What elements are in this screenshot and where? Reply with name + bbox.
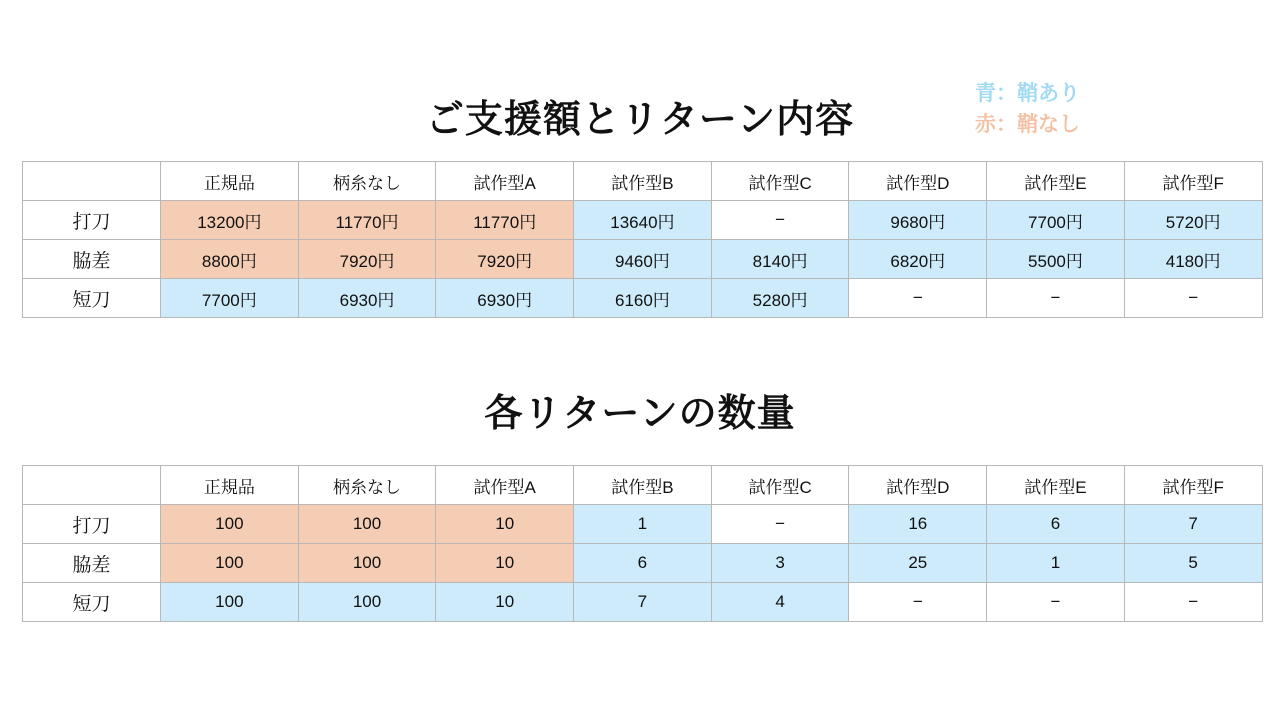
table-cell: 10 xyxy=(436,505,574,544)
section1-table-wrap xyxy=(22,161,1262,318)
column-header: 試作型F xyxy=(1124,466,1262,505)
table-corner-cell xyxy=(23,162,161,201)
table-cell: 6930円 xyxy=(298,279,436,318)
table-cell: − xyxy=(849,279,987,318)
table-cell: 100 xyxy=(161,583,299,622)
table-row xyxy=(23,279,1263,318)
table-cell: 6930円 xyxy=(436,279,574,318)
row-header: 脇差 xyxy=(23,544,161,583)
table-cell: − xyxy=(711,201,849,240)
row-header: 短刀 xyxy=(23,583,161,622)
table-cell: 10 xyxy=(436,544,574,583)
table-row xyxy=(23,583,1263,622)
table-cell: 6160円 xyxy=(574,279,712,318)
column-header: 試作型F xyxy=(1124,162,1262,201)
table-corner-cell xyxy=(23,466,161,505)
table-cell: 6 xyxy=(574,544,712,583)
table-cell: 7 xyxy=(1124,505,1262,544)
column-header: 試作型C xyxy=(711,466,849,505)
support-amount-table xyxy=(22,161,1263,318)
column-header: 正規品 xyxy=(161,466,299,505)
table-cell: 100 xyxy=(161,544,299,583)
table-cell: 13640円 xyxy=(574,201,712,240)
legend-blue-label: 青：鞘あり xyxy=(975,82,1080,105)
table-cell: 7920円 xyxy=(436,240,574,279)
row-header: 短刀 xyxy=(23,279,161,318)
table-cell: 5 xyxy=(1124,544,1262,583)
table-cell: 1 xyxy=(574,505,712,544)
table-cell: − xyxy=(987,279,1125,318)
table-cell: 5720円 xyxy=(1124,201,1262,240)
table-cell: 11770円 xyxy=(436,201,574,240)
column-header: 試作型E xyxy=(987,162,1125,201)
column-header: 試作型A xyxy=(436,162,574,201)
table-cell: 7700円 xyxy=(987,201,1125,240)
table-cell: 7920円 xyxy=(298,240,436,279)
table-cell: 16 xyxy=(849,505,987,544)
table-cell: − xyxy=(711,505,849,544)
table-cell: 100 xyxy=(298,544,436,583)
table-cell: 1 xyxy=(987,544,1125,583)
table-cell: 7 xyxy=(574,583,712,622)
legend-red-label: 赤：鞘なし xyxy=(975,113,1080,136)
table-cell: 5500円 xyxy=(987,240,1125,279)
column-header: 柄糸なし xyxy=(298,162,436,201)
table-row xyxy=(23,201,1263,240)
table-cell: − xyxy=(1124,279,1262,318)
table-cell: 8800円 xyxy=(161,240,299,279)
row-header: 打刀 xyxy=(23,201,161,240)
table-cell: 11770円 xyxy=(298,201,436,240)
table-cell: 9680円 xyxy=(849,201,987,240)
column-header: 試作型D xyxy=(849,466,987,505)
table-cell: 100 xyxy=(298,505,436,544)
section2-title: 各リターンの数量 xyxy=(484,393,796,435)
return-quantity-table xyxy=(22,465,1263,622)
table-row xyxy=(23,544,1263,583)
table-cell: 9460円 xyxy=(574,240,712,279)
column-header: 試作型E xyxy=(987,466,1125,505)
column-header: 試作型B xyxy=(574,466,712,505)
table-cell: 4 xyxy=(711,583,849,622)
table-row xyxy=(23,240,1263,279)
section1-title: ご支援額とリターン内容 xyxy=(425,99,855,141)
table-cell: 100 xyxy=(298,583,436,622)
table-cell: − xyxy=(849,583,987,622)
table-cell: − xyxy=(987,583,1125,622)
row-header: 打刀 xyxy=(23,505,161,544)
table-cell: 10 xyxy=(436,583,574,622)
section2-table-wrap xyxy=(22,465,1262,622)
column-header: 柄糸なし xyxy=(298,466,436,505)
table-cell: 100 xyxy=(161,505,299,544)
table-cell: 7700円 xyxy=(161,279,299,318)
table-cell: 13200円 xyxy=(161,201,299,240)
column-header: 試作型D xyxy=(849,162,987,201)
table-cell: 8140円 xyxy=(711,240,849,279)
table-header-row xyxy=(23,466,1263,505)
row-header: 脇差 xyxy=(23,240,161,279)
table-cell: 4180円 xyxy=(1124,240,1262,279)
column-header: 正規品 xyxy=(161,162,299,201)
table-cell: − xyxy=(1124,583,1262,622)
table-cell: 6820円 xyxy=(849,240,987,279)
table-cell: 6 xyxy=(987,505,1125,544)
column-header: 試作型B xyxy=(574,162,712,201)
table-cell: 5280円 xyxy=(711,279,849,318)
table-header-row xyxy=(23,162,1263,201)
column-header: 試作型A xyxy=(436,466,574,505)
column-header: 試作型C xyxy=(711,162,849,201)
table-row xyxy=(23,505,1263,544)
table-cell: 25 xyxy=(849,544,987,583)
table-cell: 3 xyxy=(711,544,849,583)
